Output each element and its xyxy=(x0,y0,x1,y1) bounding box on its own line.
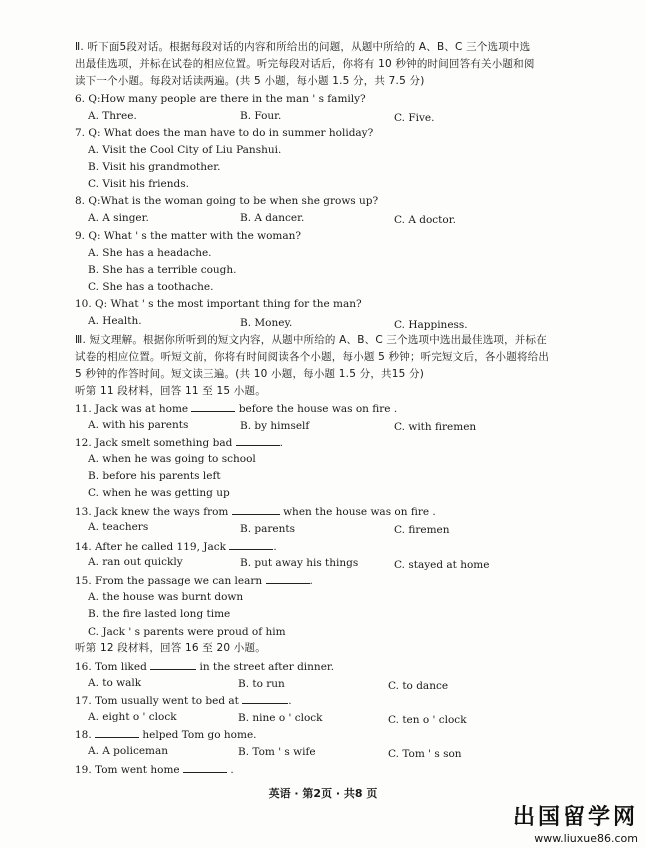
q15-option-c: C. Jack ' s parents were proud of him xyxy=(88,626,286,638)
q9-option-b: B. She has a terrible cough. xyxy=(88,264,237,276)
section2-heading-line3: 读下一个小题。每段对话读两遍。(共 5 小题，每小题 1.5 分，共 7.5 分) xyxy=(75,75,425,87)
question-16 xyxy=(75,659,334,674)
q14-blank xyxy=(229,539,273,550)
q7-option-a: A. Visit the Cool City of Liu Panshui. xyxy=(88,144,282,156)
q17-option-a: A. eight o ' clock xyxy=(88,711,177,723)
q10-option-b: B. Money. xyxy=(240,317,293,329)
q14-text-after: . xyxy=(273,541,277,553)
question-6: 6. Q:How many people are there in the man ' s family? xyxy=(75,93,366,105)
q18-option-b: B. Tom ' s wife xyxy=(238,746,316,758)
q13-option-b: B. parents xyxy=(240,523,295,535)
q19-blank xyxy=(183,762,227,773)
section3-heading-line1: Ⅲ. 短文理解。根据你所听到的短文内容，从题中所给的 A、B、C 三个选项中选出最佳选项，并标在 xyxy=(75,334,547,346)
q13-option-c: C. firemen xyxy=(394,524,450,536)
section3-heading-line3: 5 秒钟的作答时间。短文读三遍。(共 10 小题，每小题 1.5 分，共15 分) xyxy=(75,368,425,380)
q13-option-a: A. teachers xyxy=(88,521,149,533)
q15-option-a: A. the house was burnt down xyxy=(88,591,244,603)
question-19 xyxy=(75,762,234,777)
q13-blank xyxy=(232,504,280,515)
question-13 xyxy=(75,504,436,519)
question-15 xyxy=(75,573,313,588)
q18-text-before: 18. xyxy=(75,729,92,741)
q14-text-before: 14. After he called 119, Jack xyxy=(75,541,226,553)
section2-heading-line2: 出最佳选项，并标在试卷的相应位置。听完每段对话后，你将有 10 秒钟的时间回答有关小题和阅 xyxy=(75,58,535,70)
q18-option-a: A. A policeman xyxy=(88,745,169,757)
q8-option-a: A. A singer. xyxy=(88,212,149,224)
q6-option-a: A. Three. xyxy=(88,110,137,122)
q17-option-c: C. ten o ' clock xyxy=(388,714,467,726)
q9-option-a: A. She has a headache. xyxy=(88,247,212,259)
q11-option-a: A. with his parents xyxy=(88,419,189,431)
q18-text-after: helped Tom go home. xyxy=(142,729,257,741)
q12-option-c: C. when he was getting up xyxy=(88,487,230,499)
q7-option-b: B. Visit his grandmother. xyxy=(88,161,221,173)
watermark-url: www.liuxue86.com xyxy=(534,832,638,845)
question-9: 9. Q: What ' s the matter with the woman? xyxy=(75,230,302,242)
section3-heading-line2: 试卷的相应位置。听短文前，你将有时间阅读各个小题，每小题 5 秒钟；听完短文后，各小题将给出 xyxy=(75,351,550,363)
question-7: 7. Q: What does the man have to do in summer holiday? xyxy=(75,127,374,139)
material-11-instruction: 听第 11 段材料，回答 11 至 15 小题。 xyxy=(75,385,266,397)
q14-option-a: A. ran out quickly xyxy=(88,556,183,568)
material-12-instruction: 听第 12 段材料，回答 16 至 20 小题。 xyxy=(75,642,266,654)
q8-option-b: B. A dancer. xyxy=(240,212,305,224)
page-footer: 英语 · 第2页 · 共8 页 xyxy=(268,787,378,800)
q17-text-after: . xyxy=(288,695,292,707)
q12-text-before: 12. Jack smelt something bad xyxy=(75,437,233,449)
q14-option-b: B. put away his things xyxy=(240,557,359,569)
q12-text-after: . xyxy=(279,437,283,449)
q7-option-c: C. Visit his friends. xyxy=(88,178,189,190)
q16-blank xyxy=(150,659,196,670)
q16-option-c: C. to dance xyxy=(388,680,449,692)
q9-option-c: C. She has a toothache. xyxy=(88,281,214,293)
q14-option-c: C. stayed at home xyxy=(394,559,490,571)
question-12 xyxy=(75,435,283,450)
q12-blank xyxy=(236,435,280,446)
site-watermark xyxy=(513,800,638,845)
q6-option-c: C. Five. xyxy=(394,112,435,124)
q6-option-b: B. Four. xyxy=(240,110,282,122)
q10-option-c: C. Happiness. xyxy=(394,319,468,331)
question-10: 10. Q: What ' s the most important thing for the man? xyxy=(75,298,362,310)
q19-text-after: . xyxy=(230,764,234,776)
section2-heading-line1: Ⅱ. 听下面5段对话。根据每段对话的内容和所给出的问题，从题中所给的 A、B、C 三个选项中选 xyxy=(75,41,531,53)
q16-option-a: A. to walk xyxy=(88,677,142,689)
q13-text-after: when the house was on fire . xyxy=(283,506,436,518)
watermark-title: 出国留学网 xyxy=(512,805,638,830)
question-14 xyxy=(75,539,277,554)
q8-option-c: C. A doctor. xyxy=(394,214,456,226)
q16-option-b: B. to run xyxy=(238,678,285,690)
q16-text-after: in the street after dinner. xyxy=(199,661,335,673)
q15-blank xyxy=(266,573,310,584)
q18-option-c: C. Tom ' s son xyxy=(388,748,462,760)
q18-blank xyxy=(95,727,139,738)
q15-option-b: B. the fire lasted long time xyxy=(88,608,231,620)
q11-option-b: B. by himself xyxy=(240,420,310,432)
q12-option-a: A. when he was going to school xyxy=(88,453,256,465)
q15-text-before: 15. From the passage we can learn xyxy=(75,575,263,587)
q11-blank xyxy=(191,401,235,412)
q11-text-before: 11. Jack was at home xyxy=(75,403,189,415)
q13-text-before: 13. Jack knew the ways from xyxy=(75,506,229,518)
q17-text-before: 17. Tom usually went to bed at xyxy=(75,695,239,707)
q10-option-a: A. Health. xyxy=(88,315,142,327)
q11-text-after: before the house was on fire . xyxy=(238,403,398,415)
question-17 xyxy=(75,693,292,708)
question-8: 8. Q:What is the woman going to be when she grows up? xyxy=(75,195,379,207)
q15-text-after: . xyxy=(309,575,313,587)
question-11 xyxy=(75,401,397,416)
q16-text-before: 16. Tom liked xyxy=(75,661,147,673)
question-18 xyxy=(75,727,257,742)
q19-text-before: 19. Tom went home xyxy=(75,764,180,776)
q17-blank xyxy=(242,693,288,704)
q12-option-b: B. before his parents left xyxy=(88,470,221,482)
q17-option-b: B. nine o ' clock xyxy=(238,712,323,724)
q11-option-c: C. with firemen xyxy=(394,421,477,433)
